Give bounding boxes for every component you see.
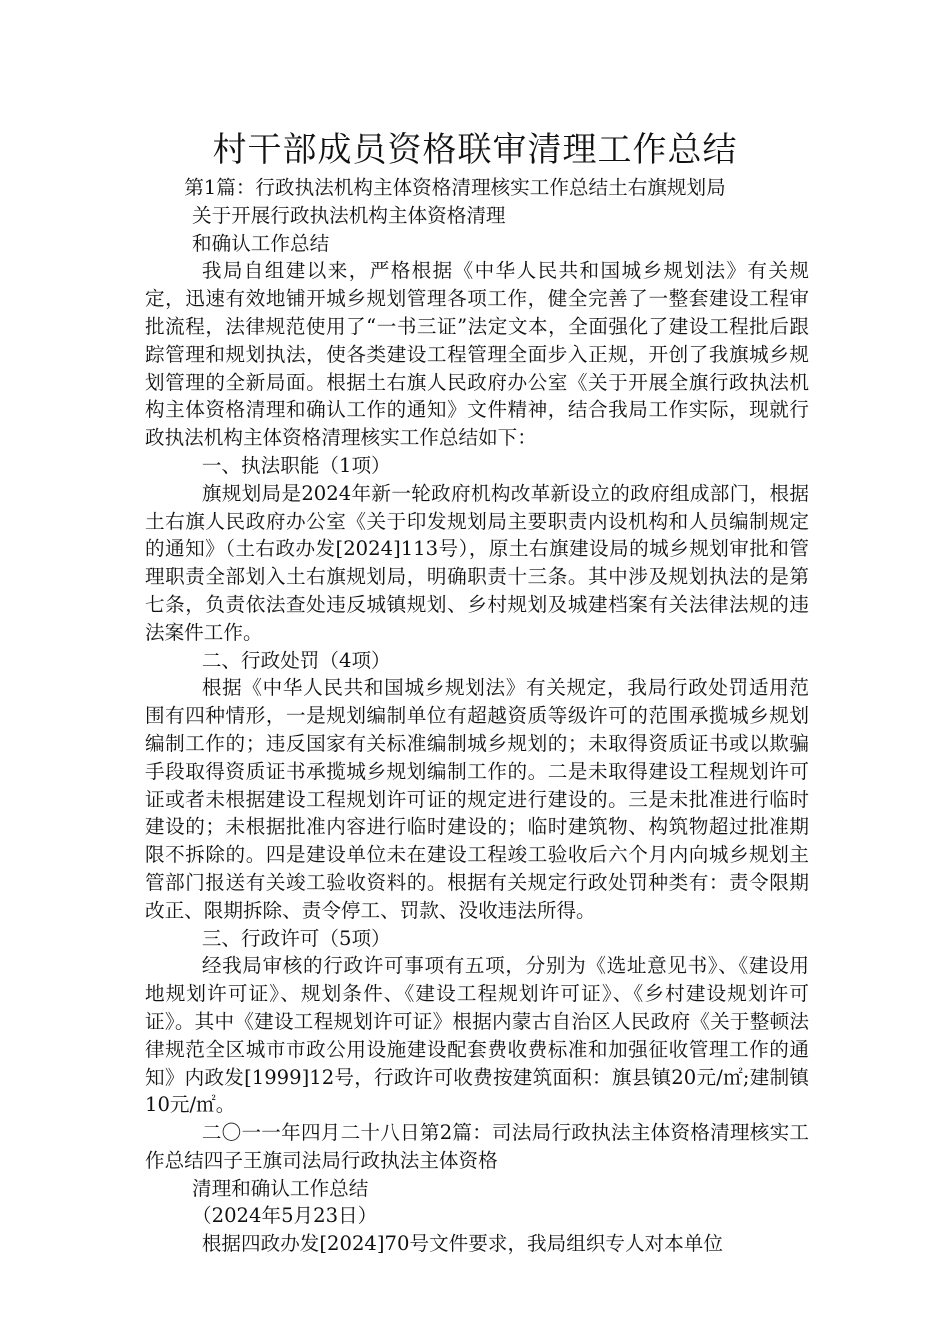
section-heading: 一、执法职能（1项） bbox=[201, 453, 391, 477]
paragraph: 第1篇：行政执法机构主体资格清理核实工作总结土右旗规划局 bbox=[184, 176, 726, 199]
paragraph: 关于开展行政执法机构主体资格清理 bbox=[192, 203, 506, 227]
section-heading: 二、行政处罚（4项） bbox=[201, 648, 391, 672]
paragraph: 我局自组建以来，严格根据《中华人民共和国城乡规划法》有关规定，迅速有效地铺开城乡规划管理各项工作，健全完善了一整套建设工程审批流程，法律规范使用了“一书三证”法定文本，全面强化了建设工程批后跟踪管理和规划执法，使各类建设工程管理全面步入正规，开创了我旗城乡规划管理的全新局面。根据土右旗人民政府办公室《关于开展全旗行政执法机构主体资格清理和确认工作的通知》文件精神，结合我局工作实际，现就行政执法机构主体资格清理核实工作总结如下： bbox=[145, 259, 809, 450]
paragraph: 和确认工作总结 bbox=[192, 231, 330, 255]
paragraph: 二〇一一年四月二十八日第2篇：司法局行政执法主体资格清理核实工作总结四子王旗司法局行政执法主体资格 bbox=[145, 1121, 809, 1172]
document-body bbox=[145, 174, 809, 1258]
paragraph: 根据四政办发[2024]70号文件要求，我局组织专人对本单位 bbox=[201, 1232, 723, 1256]
document-title: 村干部成员资格联审清理工作总结 bbox=[212, 130, 738, 170]
section-heading: 三、行政许可（5项） bbox=[201, 926, 391, 950]
paragraph: （2024年5月23日） bbox=[192, 1204, 378, 1228]
paragraph: 经我局审核的行政许可事项有五项，分别为《选址意见书》、《建设用地规划许可证》、规划条件、《建设工程规划许可证》、《乡村建设规划许可证》。其中《建设工程规划许可证》根据内蒙古自治区人民政府《关于整顿法律规范全区城市市政公用设施建设配套费收费标准和加强征收管理工作的通知》内政发[1999]12号，行政许可收费按建筑面积：旗县镇20元/㎡;建制镇10元/㎡。 bbox=[145, 954, 809, 1117]
paragraph: 旗规划局是2024年新一轮政府机构改革新设立的政府组成部门，根据土右旗人民政府办公室《关于印发规划局主要职责内设机构和人员编制规定的通知》（土右政办发[2024]113号），原土右旗建设局的城乡规划审批和管理职责全部划入土右旗规划局，明确职责十三条。其中涉及规划执法的是第七条，负责依法查处违反城镇规划、乡村规划及城建档案有关法律法规的违法案件工作。 bbox=[145, 481, 809, 644]
paragraph: 根据《中华人民共和国城乡规划法》有关规定，我局行政处罚适用范围有四种情形，一是规划编制单位有超越资质等级许可的范围承揽城乡规划编制工作的；违反国家有关标准编制城乡规划的；未取得资质证书或以欺骗手段取得资质证书承揽城乡规划编制工作的。二是未取得建设工程规划许可证或者未根据建设工程规划许可证的规定进行建设的。三是未批准进行临时建设的；未根据批准内容进行临时建设的；临时建筑物、构筑物超过批准期限不拆除的。四是建设单位未在建设工程竣工验收后六个月内向城乡规划主管部门报送有关竣工验收资料的。根据有关规定行政处罚种类有：责令限期改正、限期拆除、责令停工、罚款、没收违法所得。 bbox=[145, 676, 809, 922]
paragraph: 清理和确认工作总结 bbox=[192, 1176, 369, 1200]
